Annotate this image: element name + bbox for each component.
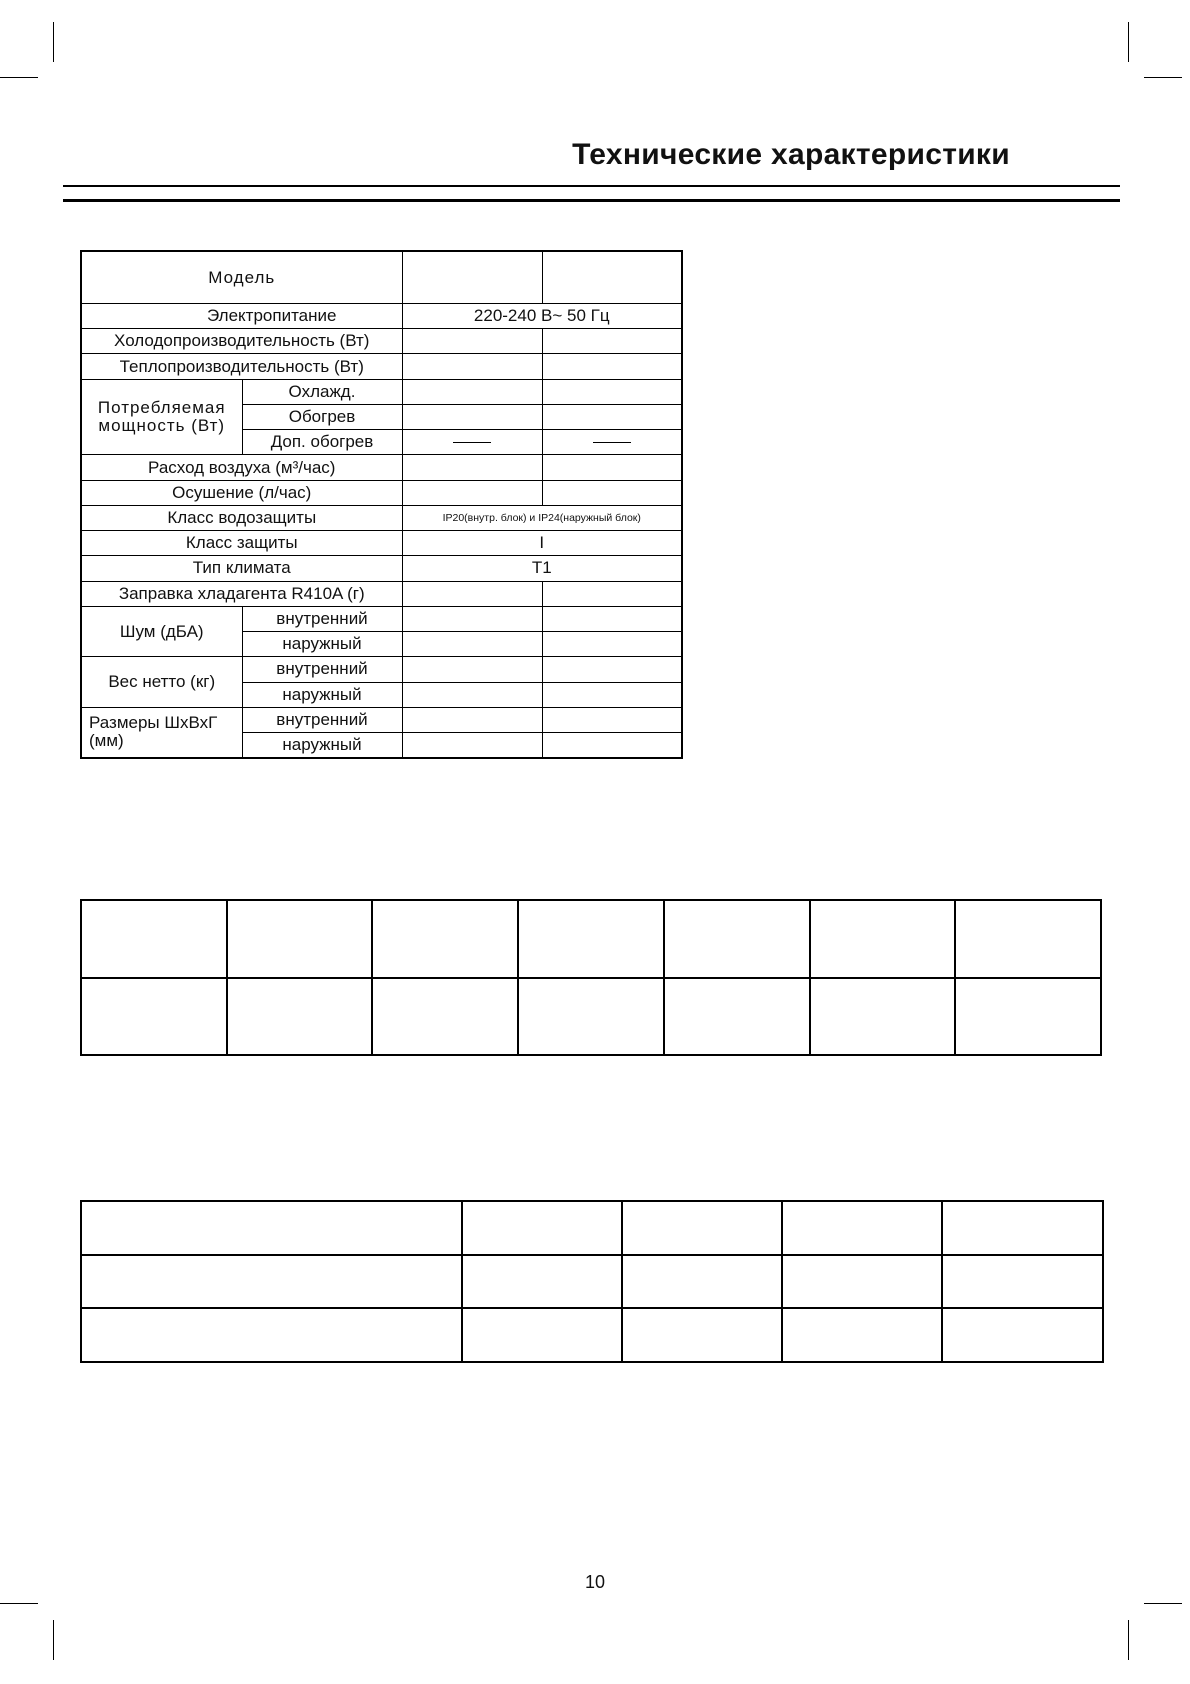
- net-weight-label: Вес нетто (кг): [81, 657, 242, 707]
- water-protection-label: Класс водозащиты: [81, 505, 402, 530]
- climate-type-value: T1: [402, 556, 682, 581]
- crop-mark: [53, 1620, 54, 1660]
- dimensions-label: Размеры ШхВхГ (мм): [81, 707, 242, 758]
- power-supply-value: 220-240 В~ 50 Гц: [402, 304, 682, 329]
- model-label: Модель: [81, 251, 402, 304]
- indoor-label: внутренний: [242, 707, 402, 732]
- table-row: [81, 900, 1101, 978]
- table-row: [81, 251, 682, 304]
- water-protection-value: IP20(внутр. блок) и IP24(наружный блок): [402, 505, 682, 530]
- cooling-capacity-label: Холодопроизводительность (Вт): [81, 329, 402, 354]
- table-row: [81, 455, 682, 480]
- table-row: [81, 1255, 1103, 1309]
- heating-capacity-label: Теплопроизводительность (Вт): [81, 354, 402, 379]
- dehumidification-label: Осушение (л/час): [81, 480, 402, 505]
- crop-mark: [0, 1603, 38, 1604]
- crop-mark: [1144, 77, 1182, 78]
- power-supply-label: Электропитание: [81, 304, 402, 329]
- table-row: [81, 978, 1101, 1056]
- crop-mark: [53, 22, 54, 62]
- header-rule: [63, 185, 1120, 187]
- dash-mark: [453, 442, 491, 443]
- table-row: [81, 581, 682, 606]
- outdoor-label: наружный: [242, 632, 402, 657]
- airflow-label: Расход воздуха (м³/час): [81, 455, 402, 480]
- aux-heating-label: Доп. обогрев: [242, 430, 402, 455]
- empty-grid-5col: [80, 1200, 1102, 1363]
- outdoor-label: наружный: [242, 682, 402, 707]
- table-row: [81, 531, 682, 556]
- table-row: [81, 354, 682, 379]
- crop-mark: [1128, 1620, 1129, 1660]
- crop-mark: [0, 77, 38, 78]
- table-row: [81, 1308, 1103, 1362]
- protection-class-value: I: [402, 531, 682, 556]
- model-value-cell: [542, 251, 682, 304]
- outdoor-label: наружный: [242, 733, 402, 759]
- refrigerant-label: Заправка хладагента R410A (г): [81, 581, 402, 606]
- power-consumption-label: Потребляемая мощность (Вт): [81, 379, 242, 455]
- dash-mark: [593, 442, 631, 443]
- page-title: Технические характеристики: [572, 138, 1010, 171]
- table-row: [81, 505, 682, 530]
- table-row: [81, 556, 682, 581]
- header-rule-thick: [63, 199, 1120, 202]
- table-row: [81, 657, 682, 682]
- table-row: [81, 480, 682, 505]
- table-row: [81, 606, 682, 631]
- climate-type-label: Тип климата: [81, 556, 402, 581]
- spec-table: [80, 250, 681, 759]
- protection-class-label: Класс защиты: [81, 531, 402, 556]
- empty-grid-7col: [80, 899, 1102, 1056]
- table-row: [81, 1201, 1103, 1255]
- crop-mark: [1128, 22, 1129, 62]
- crop-mark: [1144, 1603, 1182, 1604]
- heating-label: Обогрев: [242, 404, 402, 429]
- noise-label: Шум (дБА): [81, 606, 242, 656]
- model-value-cell: [402, 251, 542, 304]
- page-number: 10: [584, 1572, 606, 1592]
- table-row: [81, 304, 682, 329]
- table-row: [81, 707, 682, 732]
- cooling-label: Охлажд.: [242, 379, 402, 404]
- table-row: [81, 329, 682, 354]
- table-row: [81, 379, 682, 404]
- indoor-label: внутренний: [242, 606, 402, 631]
- indoor-label: внутренний: [242, 657, 402, 682]
